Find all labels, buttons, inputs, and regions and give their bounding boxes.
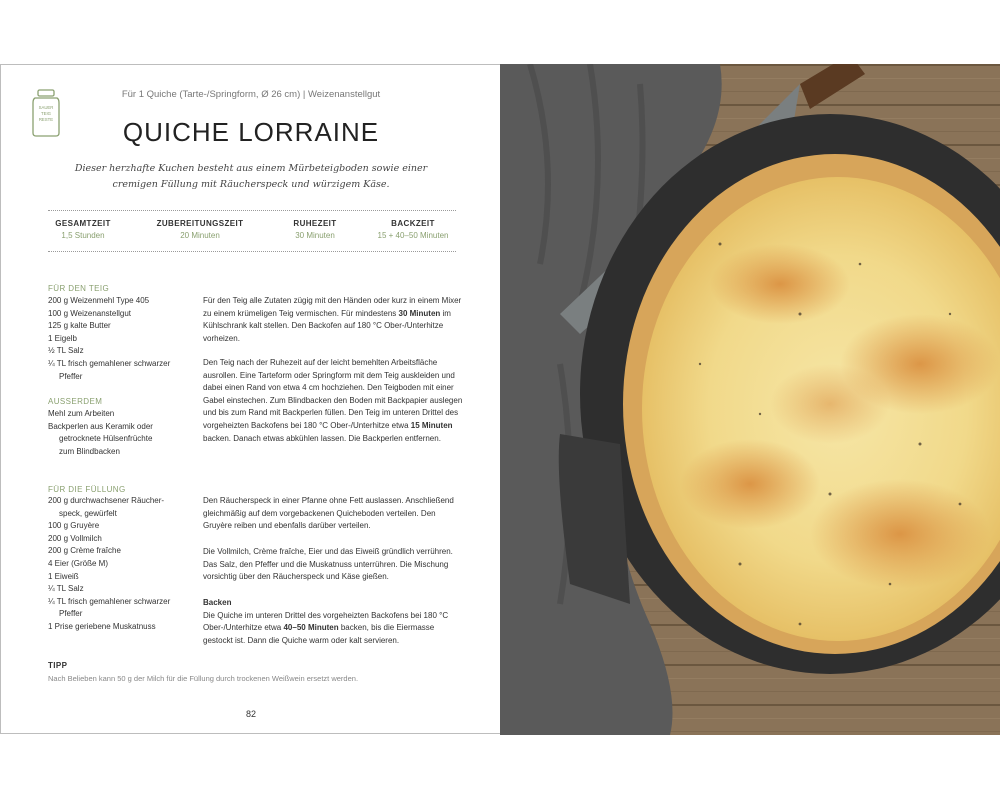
ingredient-item: Backperlen aus Keramik oder bbox=[48, 421, 153, 431]
step-highlight: 15 Minuten bbox=[410, 420, 453, 430]
recipe-meta: Für 1 Quiche (Tarte-/Springform, Ø 26 cm) | Weizenanstellgut bbox=[121, 89, 381, 100]
ingredient-item: Pfeffer bbox=[59, 371, 83, 381]
ingredient-item: 100 g Gruyère bbox=[48, 521, 100, 531]
ingredient-item: 1 Eiweiß bbox=[48, 571, 79, 581]
step-text: Den Teig nach der Ruhezeit auf der leicht bemehlten Arbeitsfläche ausrollen. Eine Tarteform oder Springform mit dem Teig auskleiden und dabei einen Rand von etwa 4 cm hochziehen. Den Teigboden mit einer Gabel einstechen. Zum Blindbacken den Boden mit Backpapier auslegen und bis zum Rand mit Backperlen füllen. Den Teig im unteren Drittel des vorgeheizten Backofens bei 180 °C Ober-/Unterhitze etwa bbox=[203, 358, 463, 430]
ingredient-item: speck, gewürfelt bbox=[59, 508, 117, 518]
page-number: 82 bbox=[245, 709, 256, 719]
divider-top bbox=[48, 210, 456, 211]
time-total bbox=[23, 219, 143, 240]
time-label: RUHEZEIT bbox=[293, 219, 337, 228]
time-bake bbox=[353, 219, 473, 240]
ingredient-item: 4 Eier (Größe M) bbox=[48, 558, 109, 568]
ingredient-item: 200 g Weizenmehl Type 405 bbox=[48, 296, 150, 305]
step-text: Die Quiche im unteren Drittel des vorgeheizten Backofens bei 180 °C Ober-/Unterhitze etwa bbox=[203, 610, 449, 633]
ingredient-item: 125 g kalte Butter bbox=[48, 321, 111, 331]
step-highlight: 30 Minuten bbox=[398, 308, 441, 318]
ingredient-item: Pfeffer bbox=[59, 609, 83, 619]
ingredient-list-ausserdem bbox=[48, 408, 198, 458]
section-heading-fuellung: FÜR DIE FÜLLUNG bbox=[48, 485, 126, 494]
step-text: Für den Teig alle Zutaten zügig mit den Händen oder kurz in einem Mixer zu einem krümeligen Teig vermischen. Für mindestens bbox=[203, 296, 462, 318]
time-label: GESAMTZEIT bbox=[55, 219, 111, 228]
divider-bottom bbox=[48, 251, 456, 252]
step-2 bbox=[203, 357, 463, 445]
step-5 bbox=[203, 597, 463, 647]
ingredient-item: ¼ TL frisch gemahlener schwarzer bbox=[48, 358, 171, 368]
ingredient-item: 200 g durchwachsener Räucher- bbox=[48, 496, 165, 505]
step-highlight: 40–50 Minuten bbox=[283, 623, 339, 633]
ingredient-item: getrocknete Hülsenfrüchte bbox=[59, 434, 153, 444]
time-value: 15 + 40–50 Minuten bbox=[377, 231, 449, 240]
time-value: 20 Minuten bbox=[180, 231, 220, 240]
ingredient-item: ¼ TL Salz bbox=[48, 584, 84, 594]
step-text: backen, bis die Eiermasse gestockt ist. Dann die Quiche warm oder kalt servieren. bbox=[203, 623, 435, 645]
jar-label-line2: TEIG bbox=[40, 111, 52, 116]
ingredient-list-teig bbox=[48, 295, 198, 383]
ingredient-item: 1 Prise geriebene Muskatnuss bbox=[48, 621, 156, 631]
time-value: 1,5 Stunden bbox=[61, 231, 105, 240]
section-heading-ausserdem: AUSSERDEM bbox=[48, 397, 103, 406]
ingredient-item: 200 g Crème fraîche bbox=[48, 546, 121, 556]
step-text: im Kühlschrank kalt stellen. Den Backofen auf 180 °C Ober-/Unterhitze vorheizen. bbox=[203, 308, 451, 343]
ingredient-item: zum Blindbacken bbox=[59, 446, 120, 456]
time-prep bbox=[140, 219, 260, 240]
ingredient-item: Mehl zum Arbeiten bbox=[48, 409, 115, 418]
ingredient-item: 100 g Weizenanstellgut bbox=[48, 308, 132, 318]
step-1 bbox=[203, 295, 463, 345]
step-text: backen. Danach etwas abkühlen lassen. Die Backperlen entfernen. bbox=[203, 433, 441, 443]
jar-label-line3: RESTE bbox=[38, 117, 54, 122]
tip-label: TIPP bbox=[48, 661, 68, 670]
book-spread bbox=[0, 64, 1000, 735]
step-3: Den Räucherspeck in einer Pfanne ohne Fett auslassen. Anschließend gleichmäßig auf dem vorgebackenen Quicheboden verteilen. Den Gruyère reiben und ebenfalls darüber verteilen. bbox=[203, 496, 454, 531]
ingredient-item: ½ TL Salz bbox=[48, 346, 84, 356]
time-value: 30 Minuten bbox=[295, 231, 335, 240]
ingredient-item: ¼ TL frisch gemahlener schwarzer bbox=[48, 596, 171, 606]
section-heading-teig: FÜR DEN TEIG bbox=[48, 284, 110, 293]
ingredient-list-fuellung bbox=[48, 495, 198, 634]
ingredient-item: 1 Eigelb bbox=[48, 333, 77, 343]
jar-label-line1: SAUER bbox=[38, 105, 54, 110]
recipe-title: QUICHE LORRAINE bbox=[122, 117, 380, 147]
step-4: Die Vollmilch, Crème fraîche, Eier und das Eiweiß gründlich verrühren. Das Salz, den Pfeffer und die Muskatnuss unterrühren. Die Mischung vorsichtig über den Räucherspeck und Käse gießen. bbox=[203, 547, 453, 582]
ingredient-item: 200 g Vollmilch bbox=[48, 533, 102, 543]
recipe-intro: Dieser herzhafte Kuchen besteht aus einem Mürbeteigboden sowie einer cremigen Füllung mit Räucherspeck und würzigem Käse. bbox=[74, 163, 428, 190]
tip-text: Nach Belieben kann 50 g der Milch für die Füllung durch trockenen Weißwein ersetzt werden. bbox=[48, 674, 359, 683]
time-label: ZUBEREITUNGSZEIT bbox=[156, 219, 244, 228]
time-label: BACKZEIT bbox=[391, 219, 435, 228]
step-heading: Backen bbox=[203, 598, 232, 607]
recipe-page bbox=[0, 64, 500, 734]
quiche-photo bbox=[500, 64, 1000, 735]
